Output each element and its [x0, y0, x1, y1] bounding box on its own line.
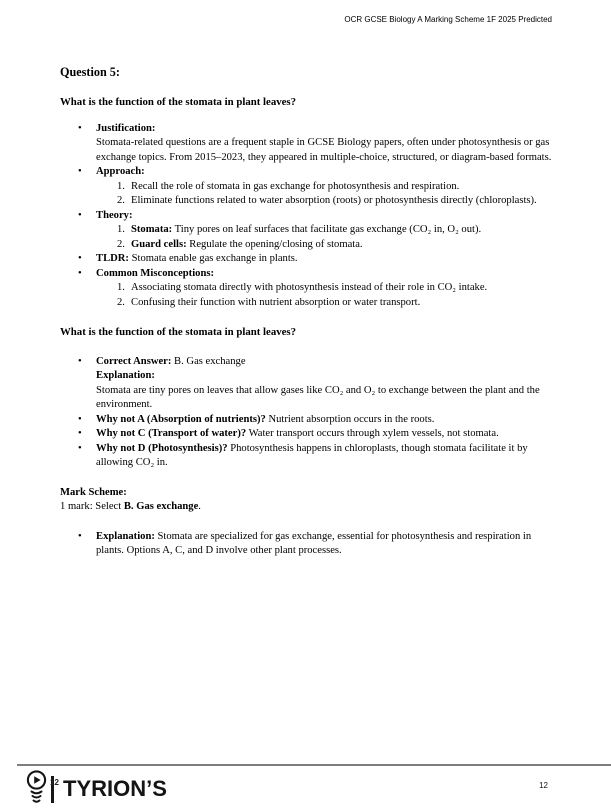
point-text: Regulate the opening/closing of stomata.	[186, 238, 363, 250]
approach-label: Approach:	[96, 166, 145, 177]
item-number: 2.	[117, 296, 125, 308]
tldr-text: Stomata enable gas exchange in plants.	[128, 253, 298, 264]
misconception-item	[96, 281, 553, 296]
question-heading-2: What is the function of the stomata in plant leaves?	[60, 326, 297, 338]
point-text: Tiny pores on leaf surfaces that facilitate gas exchange (CO₂ in, O₂ out).	[172, 224, 482, 235]
correct-answer-label: Correct Answer:	[96, 355, 172, 367]
mark-line-pre: 1 mark: Select	[60, 501, 124, 512]
footer-page-number-right: 12	[539, 781, 548, 790]
why-not-text: Water transport occurs through xylem vessels, not stomata.	[246, 428, 499, 439]
step-number: 1.	[117, 180, 125, 192]
final-explanation-text: Stomata are specialized for gas exchange, essential for photosynthesis and respiration in plants. Options A, C, and D involve other plant processes.	[96, 530, 532, 556]
lightbulb-play-icon	[26, 769, 47, 810]
list-item-why-not-a	[60, 413, 553, 428]
misconception-item	[96, 296, 553, 311]
approach-step	[96, 180, 553, 195]
correct-answer-value: B. Gas exchange	[171, 355, 246, 367]
item-text: Associating stomata directly with photosynthesis instead of their role in CO₂ intake.	[131, 282, 488, 293]
theory-label: Theory:	[96, 209, 133, 221]
misconceptions-label: Common Misconceptions:	[96, 267, 214, 279]
theory-point	[96, 223, 553, 238]
why-not-text: Photosynthesis happens in chloroplasts, though stomata facilitate it by allowing CO₂ in.	[96, 442, 528, 468]
item-number: 1.	[117, 282, 125, 293]
why-not-label: Why not A (Absorption of nutrients)?	[96, 413, 266, 425]
explanation-label: Explanation:	[96, 370, 155, 381]
list-item-correct-answer	[60, 355, 553, 413]
mark-line-post: .	[198, 501, 201, 512]
question-title: Question 5:	[60, 65, 120, 79]
approach-step	[96, 194, 553, 209]
list-item-tldr	[60, 252, 553, 267]
document-header-title: OCR GCSE Biology A Marking Scheme 1F 2025 Predicted	[344, 15, 552, 24]
bullet-icon: •	[78, 413, 82, 425]
item-text: Confusing their function with nutrient absorption or water transport.	[131, 296, 421, 308]
analysis-list	[60, 122, 553, 311]
mark-line-answer: B. Gas exchange	[123, 501, 199, 512]
why-not-label: Why not D (Photosynthesis)?	[96, 442, 228, 454]
brand-logo	[26, 771, 167, 807]
list-item-theory	[60, 209, 553, 253]
bullet-icon: •	[78, 442, 82, 454]
mark-scheme-heading: Mark Scheme:	[60, 486, 127, 498]
step-text: Recall the role of stomata in gas exchange for photosynthesis and respiration.	[131, 180, 460, 192]
list-item-why-not-c	[60, 427, 553, 442]
point-number: 1.	[117, 224, 125, 235]
footer-divider	[17, 764, 611, 766]
explanation-text: Stomata are tiny pores on leaves that allow gases like CO₂ and O₂ to exchange between the plant and the environment.	[96, 384, 540, 410]
point-term: Guard cells:	[131, 238, 187, 250]
bullet-icon: •	[78, 267, 82, 279]
final-explanation-label: Explanation:	[96, 530, 155, 542]
why-not-text: Nutrient absorption occurs in the roots.	[265, 413, 435, 425]
brand-wordmark: TYRION’S	[63, 776, 167, 801]
point-term: Stomata:	[131, 224, 173, 235]
footer-page-number-left: 12	[50, 778, 59, 787]
page-content	[60, 64, 553, 559]
why-not-label: Why not C (Transport of water)?	[96, 428, 247, 439]
answer-list	[60, 355, 553, 471]
mark-scheme-line	[60, 500, 553, 515]
bullet-icon: •	[78, 530, 82, 542]
bullet-icon: •	[78, 355, 82, 367]
list-item-final-explanation	[60, 530, 553, 559]
step-text: Eliminate functions related to water absorption (roots) or photosynthesis directly (chloroplasts).	[131, 195, 537, 206]
step-number: 2.	[117, 195, 125, 206]
question-heading-1: What is the function of the stomata in plant leaves?	[60, 96, 297, 108]
justification-label: Justification:	[96, 122, 156, 134]
list-item-why-not-d	[60, 442, 553, 471]
tldr-label: TLDR:	[96, 253, 129, 264]
theory-point	[96, 238, 553, 253]
list-item-justification	[60, 122, 553, 166]
list-item-approach	[60, 165, 553, 209]
bullet-icon: •	[78, 122, 82, 134]
point-number: 2.	[117, 238, 125, 250]
list-item-misconceptions	[60, 267, 553, 311]
bullet-icon: •	[78, 209, 82, 221]
justification-text: Stomata-related questions are a frequent staple in GCSE Biology papers, often under photosynthesis or gas exchange topics. From 2015–2023, they appeared in multiple-choice, structured, or diagram-based formats.	[96, 137, 552, 163]
bullet-icon: •	[78, 166, 82, 177]
bullet-icon: •	[78, 428, 82, 439]
mark-scheme-section	[60, 486, 553, 559]
bullet-icon: •	[78, 253, 82, 264]
